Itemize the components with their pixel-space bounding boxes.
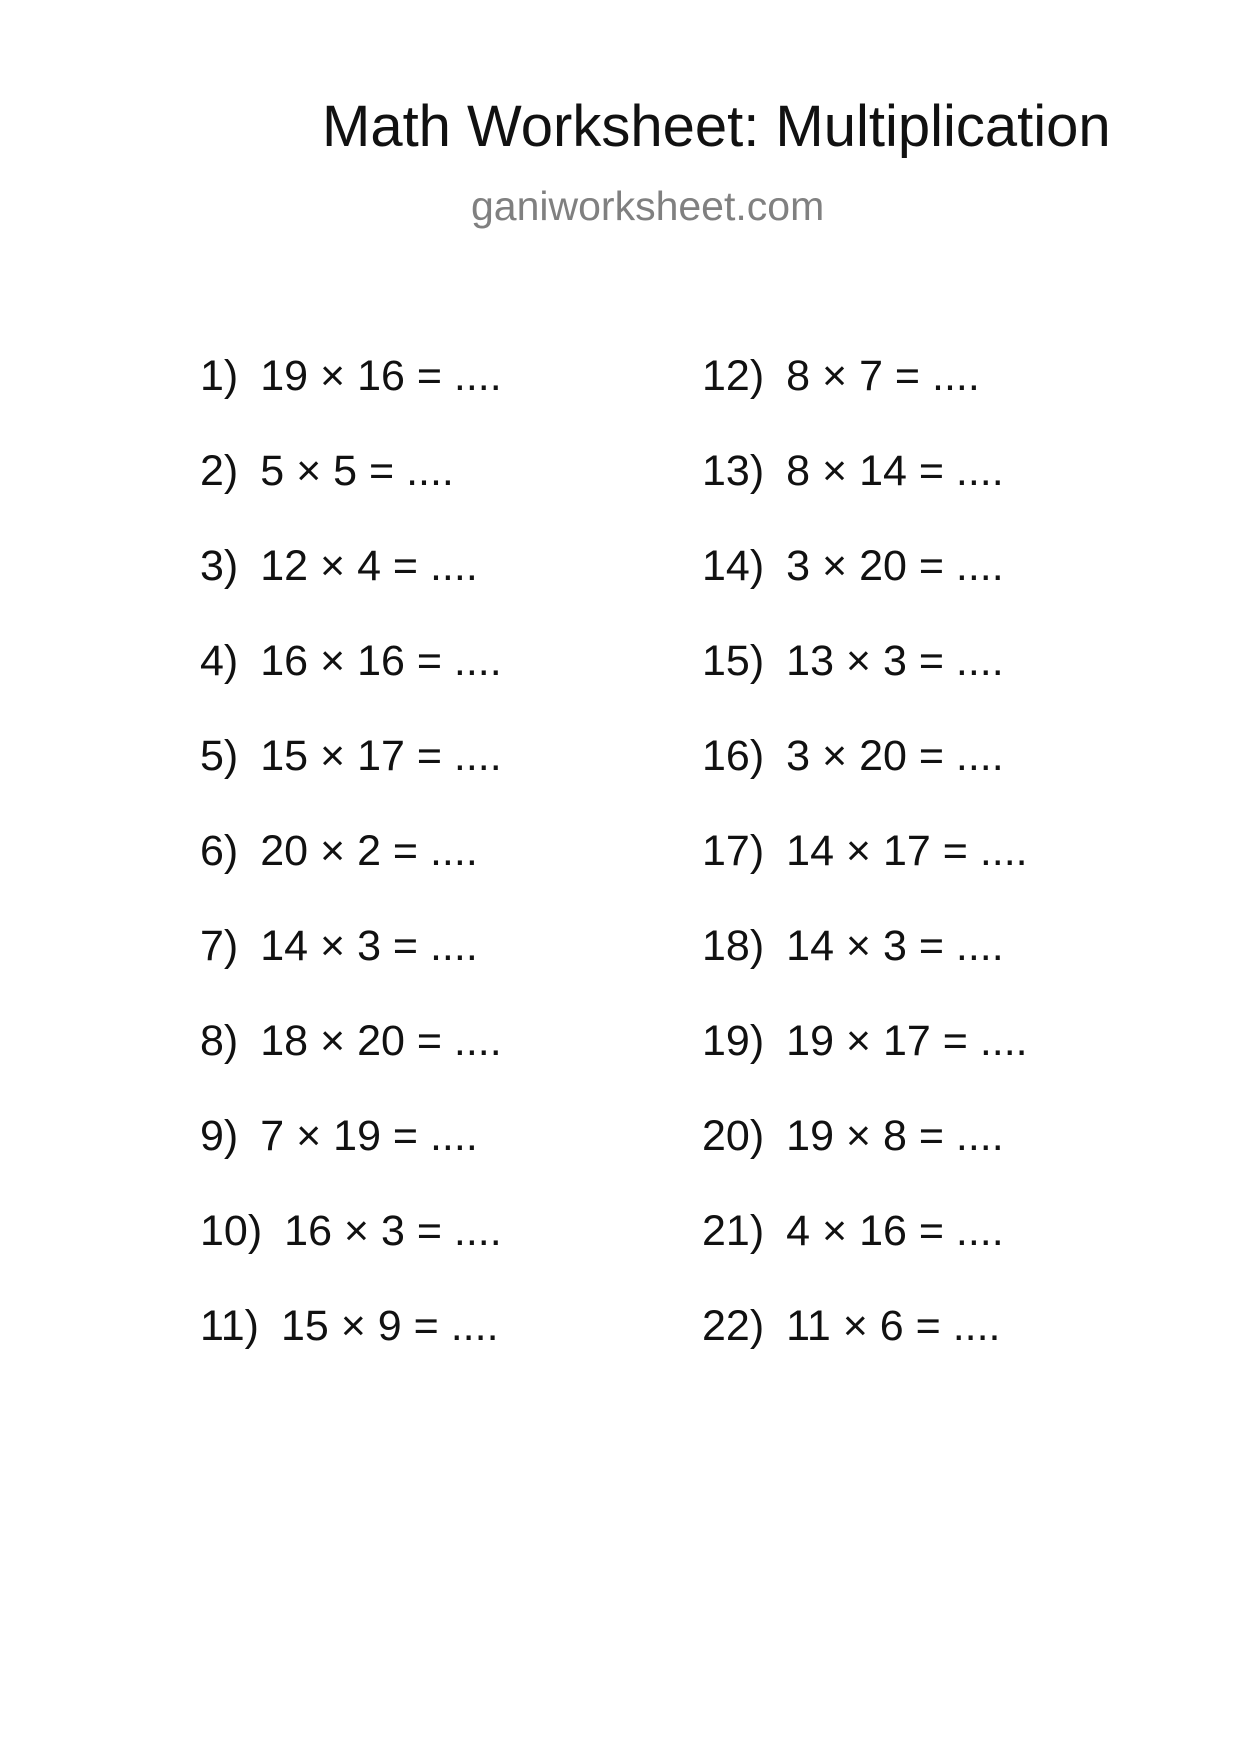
problem-item (200, 637, 502, 735)
problem-item (702, 1112, 1028, 1210)
problem-item (702, 1017, 1028, 1115)
problem-item (702, 732, 1028, 830)
problem-item (702, 542, 1028, 640)
problem-number: 16) (702, 732, 765, 780)
problem-expression: 14 × 3 = .... (786, 922, 1004, 970)
problem-number: 15) (702, 637, 765, 685)
problem-item (200, 542, 502, 640)
problem-item (200, 1017, 502, 1115)
problem-item (200, 732, 502, 830)
problem-number: 7) (200, 922, 239, 970)
problem-item (200, 352, 502, 450)
problem-expression: 7 × 19 = .... (260, 1112, 478, 1160)
problem-item (702, 922, 1028, 1020)
problem-number: 14) (702, 542, 765, 590)
problem-number: 11) (200, 1302, 259, 1350)
problem-expression: 19 × 16 = .... (260, 352, 502, 400)
page-title: Math Worksheet: Multiplication (322, 94, 1111, 159)
problem-item (200, 447, 502, 545)
problem-item (702, 1207, 1028, 1305)
problem-number: 2) (200, 447, 239, 495)
problem-item (702, 1302, 1028, 1400)
problem-number: 9) (200, 1112, 239, 1160)
problem-expression: 3 × 20 = .... (786, 732, 1004, 780)
problem-expression: 14 × 3 = .... (260, 922, 478, 970)
problem-expression: 15 × 9 = .... (280, 1302, 499, 1350)
problem-number: 1) (200, 352, 239, 400)
problem-item (200, 1207, 502, 1305)
problem-expression: 8 × 14 = .... (786, 447, 1004, 495)
problem-expression: 12 × 4 = .... (260, 542, 478, 590)
problem-expression: 5 × 5 = .... (260, 447, 454, 495)
problem-expression: 3 × 20 = .... (786, 542, 1004, 590)
problem-number: 3) (200, 542, 239, 590)
problem-number: 17) (702, 827, 765, 875)
problem-expression: 14 × 17 = .... (786, 827, 1028, 875)
problem-expression: 11 × 6 = .... (786, 1302, 1001, 1350)
problem-number: 12) (702, 352, 765, 400)
problem-expression: 15 × 17 = .... (260, 732, 502, 780)
problem-item (702, 352, 1028, 450)
problem-expression: 16 × 3 = .... (284, 1207, 502, 1255)
problem-number: 4) (200, 637, 239, 685)
problem-expression: 13 × 3 = .... (786, 637, 1004, 685)
problem-expression: 4 × 16 = .... (786, 1207, 1004, 1255)
problem-item (702, 447, 1028, 545)
problem-expression: 16 × 16 = .... (260, 637, 502, 685)
problem-item (200, 922, 502, 1020)
problem-number: 19) (702, 1017, 765, 1065)
problem-number: 13) (702, 447, 765, 495)
problem-column-left (200, 352, 502, 1400)
problem-number: 18) (702, 922, 765, 970)
problem-number: 6) (200, 827, 239, 875)
problem-expression: 20 × 2 = .... (260, 827, 478, 875)
problem-number: 21) (702, 1207, 765, 1255)
problem-number: 10) (200, 1207, 263, 1255)
problem-column-right (702, 352, 1028, 1400)
problem-expression: 8 × 7 = .... (786, 352, 980, 400)
problem-number: 5) (200, 732, 239, 780)
problem-item (200, 1112, 502, 1210)
problem-item (702, 637, 1028, 735)
problem-item (200, 827, 502, 925)
problem-number: 22) (702, 1302, 765, 1350)
problem-number: 20) (702, 1112, 765, 1160)
site-name: ganiworksheet.com (471, 183, 825, 229)
problem-item (200, 1302, 502, 1400)
problem-expression: 18 × 20 = .... (260, 1017, 502, 1065)
problem-expression: 19 × 8 = .... (786, 1112, 1004, 1160)
problem-expression: 19 × 17 = .... (786, 1017, 1028, 1065)
problem-item (702, 827, 1028, 925)
problem-number: 8) (200, 1017, 239, 1065)
